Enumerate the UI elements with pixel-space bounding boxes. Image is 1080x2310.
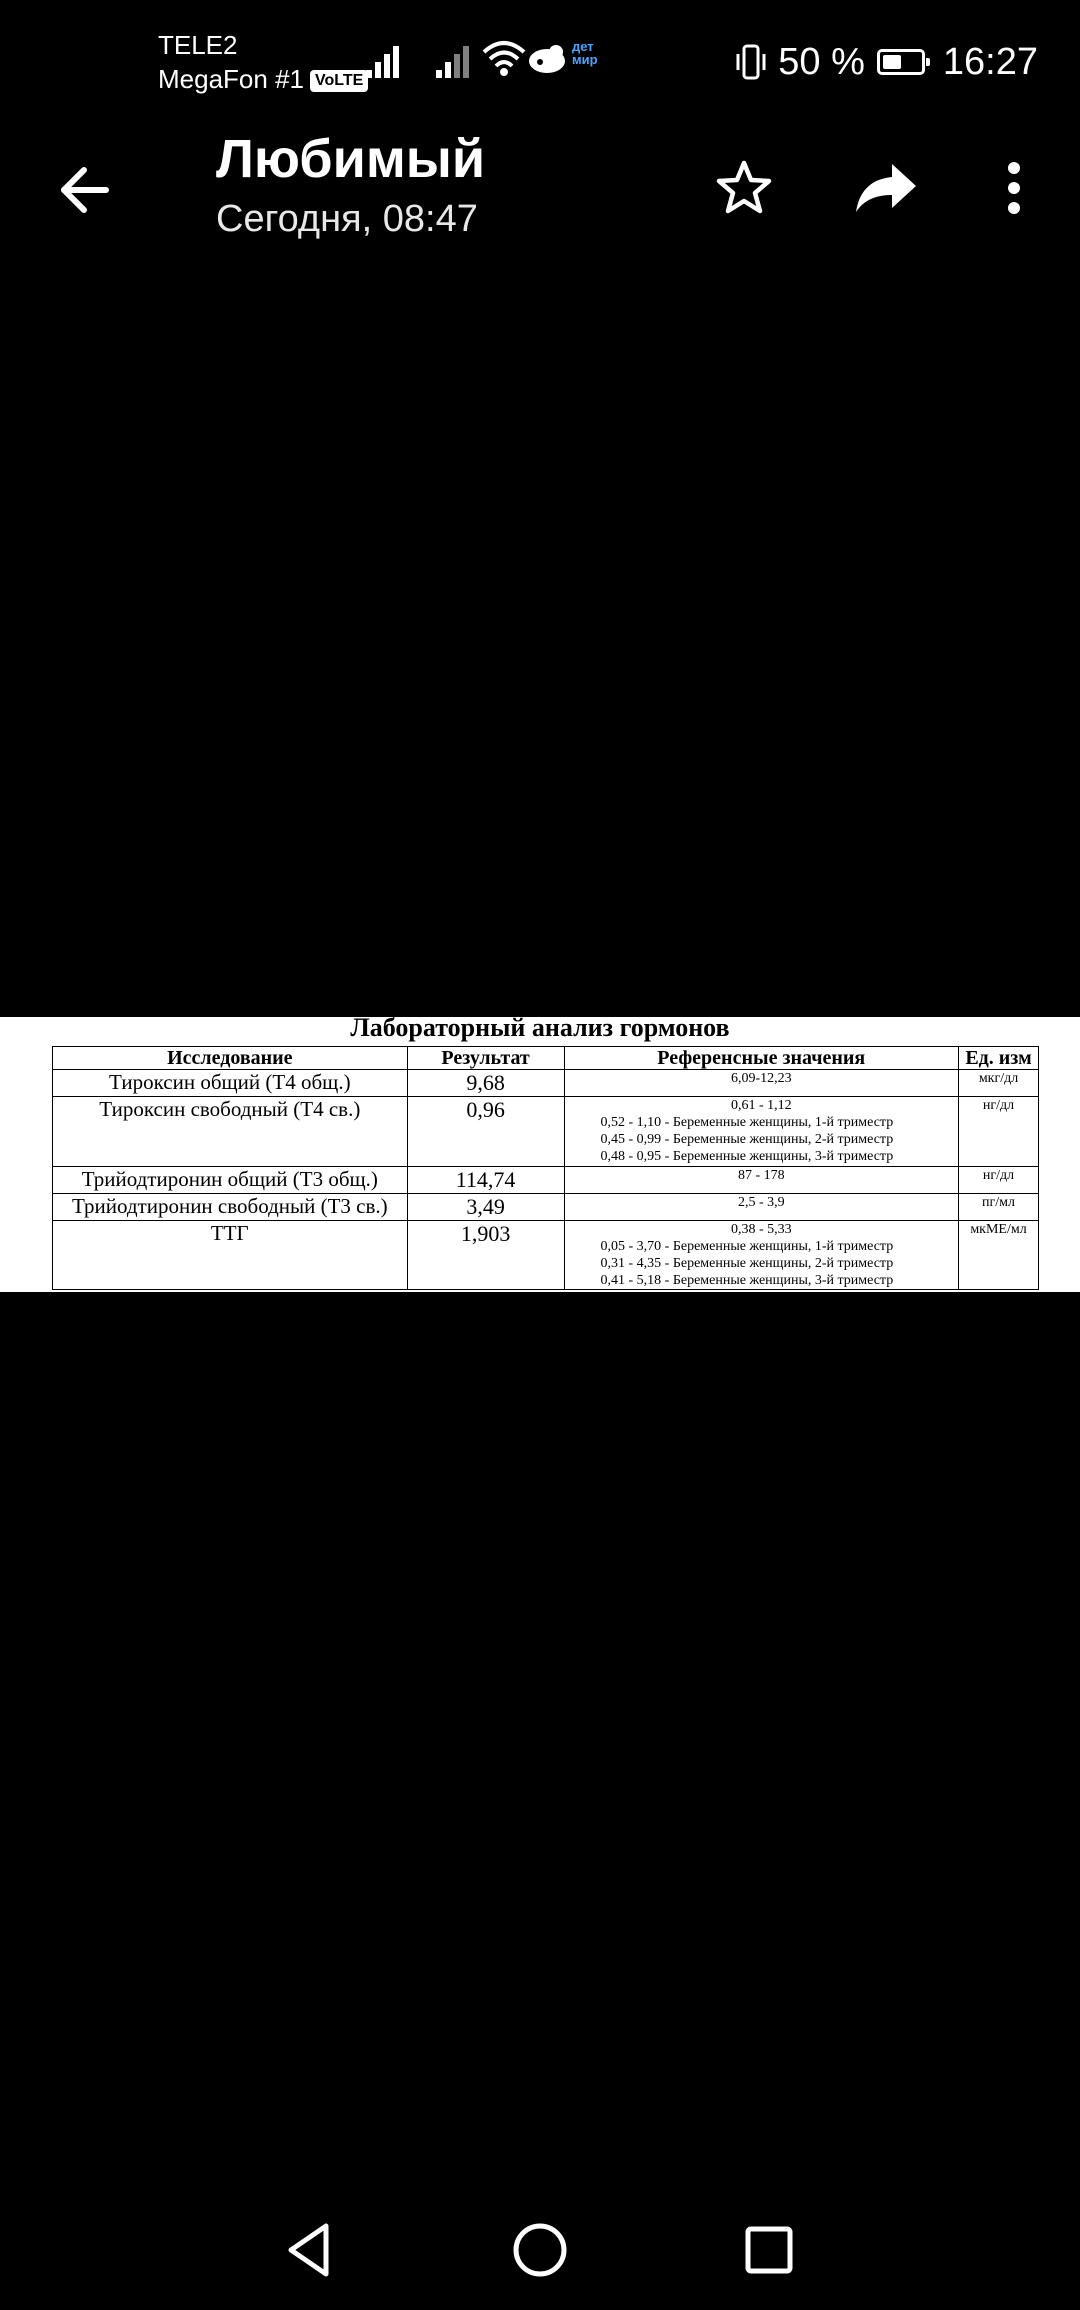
chat-title: Любимый (216, 129, 486, 189)
nav-recents-button[interactable] (734, 2215, 804, 2285)
reference-line: 0,48 - 0,95 - Беременные женщины, 3-й триместр (600, 1149, 894, 1164)
header-reference: Референсные значения (564, 1047, 959, 1070)
back-button[interactable] (52, 158, 116, 222)
row-result: 3,49 (407, 1194, 564, 1221)
row-unit: мкМЕ/мл (959, 1221, 1039, 1290)
row-unit: нг/дл (959, 1097, 1039, 1167)
square-recents-icon (739, 2220, 799, 2280)
table-row (53, 1097, 1039, 1167)
battery-icon (877, 49, 925, 75)
reference-line: 0,45 - 0,99 - Беременные женщины, 2-й триместр (600, 1132, 894, 1147)
row-reference (564, 1070, 959, 1097)
status-right-group (736, 38, 1038, 86)
signal-2-icon (436, 38, 478, 78)
table-row (53, 1221, 1039, 1290)
reference-line: 6,09-12,23 (730, 1071, 792, 1086)
share-arrow-icon (854, 162, 918, 214)
row-name: Трийодтиронин общий (Т3 общ.) (53, 1167, 408, 1194)
system-nav-bar (0, 2190, 1080, 2310)
reference-line: 2,5 - 3,9 (737, 1195, 785, 1210)
more-options-button[interactable] (994, 156, 1034, 220)
row-result: 9,68 (407, 1070, 564, 1097)
star-outline-icon (715, 159, 773, 217)
shared-image[interactable] (0, 1013, 1080, 1292)
volte-badge: VoLTE (310, 70, 368, 92)
table-row (53, 1167, 1039, 1194)
header-result: Результат (407, 1047, 564, 1070)
reference-line: 0,38 - 5,33 (730, 1222, 792, 1237)
row-result: 114,74 (407, 1167, 564, 1194)
table-row (53, 1194, 1039, 1221)
circle-home-icon (510, 2220, 570, 2280)
arrow-left-icon (56, 162, 112, 218)
vibrate-icon (736, 44, 766, 80)
row-name: ТТГ (53, 1221, 408, 1290)
reference-line: 0,31 - 4,35 - Беременные женщины, 2-й триместр (600, 1256, 894, 1271)
row-result: 1,903 (407, 1221, 564, 1290)
wifi-icon (480, 38, 528, 78)
reference-line: 0,52 - 1,10 - Беременные женщины, 1-й триместр (600, 1115, 894, 1130)
lab-results-table (52, 1046, 1039, 1290)
table-row (53, 1070, 1039, 1097)
share-button[interactable] (852, 156, 920, 220)
triangle-back-icon (281, 2220, 341, 2280)
clock: 16:27 (942, 40, 1038, 83)
row-name: Тироксин свободный (Т4 св.) (53, 1097, 408, 1167)
favorite-button[interactable] (712, 156, 776, 220)
notification-app-icon (526, 40, 568, 78)
nav-home-button[interactable] (505, 2215, 575, 2285)
app-bar (0, 120, 1080, 255)
document-title: Лабораторный анализ гормонов (350, 1013, 730, 1042)
header-study: Исследование (53, 1047, 408, 1070)
row-name: Трийодтиронин свободный (Т3 св.) (53, 1194, 408, 1221)
message-timestamp: Сегодня, 08:47 (216, 198, 478, 240)
nav-back-button[interactable] (276, 2215, 346, 2285)
carrier-1-label: TELE2 (158, 30, 238, 60)
row-reference (564, 1221, 959, 1290)
status-bar (0, 0, 1080, 120)
reference-line: 87 - 178 (737, 1168, 785, 1183)
carrier-2-label (158, 64, 368, 95)
more-vertical-icon (994, 158, 1034, 218)
table-header-row (53, 1047, 1039, 1070)
row-reference (564, 1167, 959, 1194)
reference-line: 0,41 - 5,18 - Беременные женщины, 3-й триместр (600, 1273, 894, 1288)
detmir-badge: дет мир (572, 39, 598, 67)
row-unit: мкг/дл (959, 1070, 1039, 1097)
row-unit: нг/дл (959, 1167, 1039, 1194)
row-reference (564, 1097, 959, 1167)
reference-line: 0,61 - 1,12 (730, 1098, 792, 1113)
carrier-2-name: MegaFon #1 (158, 64, 304, 94)
reference-line: 0,05 - 3,70 - Беременные женщины, 1-й триместр (600, 1239, 894, 1254)
signal-1-icon (366, 38, 408, 78)
battery-percent: 50 % (778, 40, 865, 83)
row-reference (564, 1194, 959, 1221)
row-result: 0,96 (407, 1097, 564, 1167)
row-unit: пг/мл (959, 1194, 1039, 1221)
row-name: Тироксин общий (Т4 общ.) (53, 1070, 408, 1097)
header-unit: Ед. изм (959, 1047, 1039, 1070)
